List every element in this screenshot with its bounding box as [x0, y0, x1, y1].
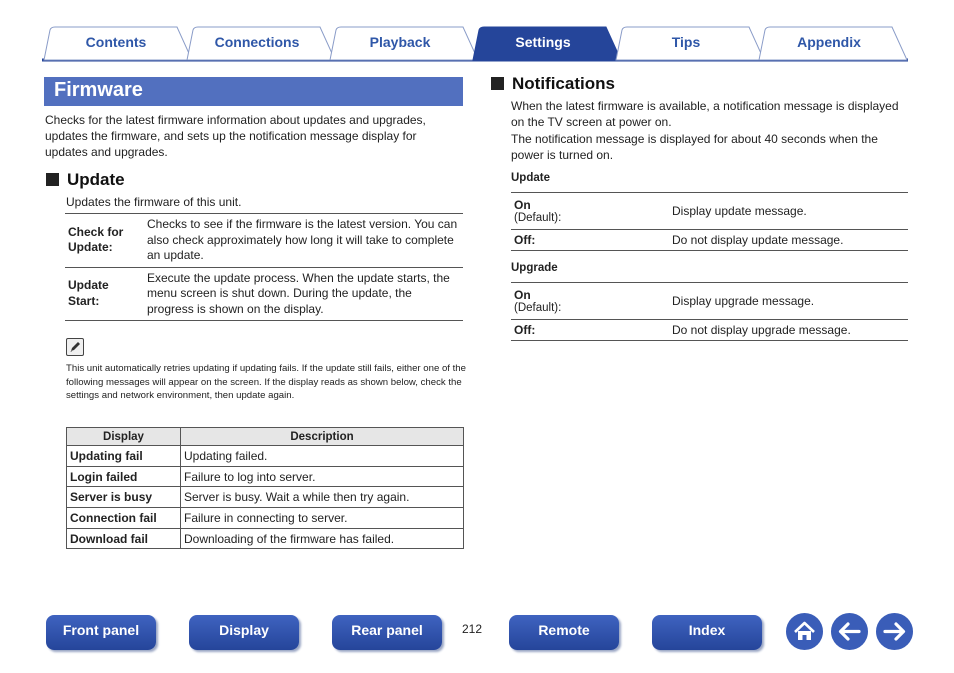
- option-on-label: On: [514, 198, 531, 212]
- option-value: Do not display upgrade message.: [669, 320, 908, 341]
- square-bullet-icon: [46, 173, 59, 186]
- page-title-bar: [44, 77, 463, 106]
- update-heading: Update: [46, 170, 125, 190]
- option-off-label: Off:: [511, 320, 669, 341]
- table-row: [67, 446, 464, 467]
- update-notification-table: [511, 192, 908, 251]
- home-icon[interactable]: [786, 613, 823, 650]
- option-key: [511, 193, 669, 230]
- table-row: [511, 320, 908, 341]
- tab-playback[interactable]: Playback: [369, 34, 431, 50]
- upgrade-notification-table: [511, 282, 908, 341]
- arrow-left-icon[interactable]: [831, 613, 868, 650]
- square-bullet-icon: [491, 77, 504, 90]
- option-value: Execute the update process. When the update starts, the menu screen is shut down. During the update, the progress is shown on the display.: [144, 267, 463, 321]
- top-tab-bar: [42, 26, 908, 62]
- tab-settings[interactable]: Settings: [515, 34, 571, 50]
- tab-connections[interactable]: Connections: [214, 34, 300, 50]
- option-off-label: Off:: [511, 230, 669, 251]
- table-row: [65, 267, 463, 321]
- intro-text: Checks for the latest firmware information about updates and upgrades, updates the firmware, and sets up the notification message display for updates and upgrades.: [45, 113, 426, 159]
- option-value: Display update message.: [669, 193, 908, 230]
- front-panel-button[interactable]: Front panel: [46, 615, 156, 650]
- table-row: [511, 283, 908, 320]
- upgrade-notification-label: Upgrade: [511, 262, 558, 274]
- page-title: Firmware: [54, 79, 143, 101]
- table-row: [511, 230, 908, 251]
- remote-button[interactable]: Remote: [509, 615, 619, 650]
- column-header-display: Display: [67, 428, 181, 446]
- option-value: Do not display update message.: [669, 230, 908, 251]
- error-display: Download fail: [67, 528, 181, 549]
- pencil-icon: [66, 338, 84, 356]
- notifications-para-1: When the latest firmware is available, a notification message is displayed on the TV screen at power on.: [511, 99, 899, 129]
- notifications-para-2: The notification message is displayed for about 40 seconds when the power is turned on.: [511, 132, 878, 162]
- table-row: [67, 508, 464, 529]
- error-display: Login failed: [67, 466, 181, 487]
- update-notification-label: Update: [511, 172, 550, 184]
- display-button[interactable]: Display: [189, 615, 299, 650]
- index-button[interactable]: Index: [652, 615, 762, 650]
- table-row: [511, 193, 908, 230]
- error-description: Failure to log into server.: [181, 466, 464, 487]
- error-messages-table: [66, 427, 464, 549]
- rear-panel-button[interactable]: Rear panel: [332, 615, 442, 650]
- option-value: Checks to see if the firmware is the latest version. You can also check approximately how long it will take to complete an update.: [144, 214, 463, 268]
- page-number: 212: [462, 622, 483, 636]
- table-row: [67, 528, 464, 549]
- error-description: Server is busy. Wait a while then try again.: [181, 487, 464, 508]
- column-header-description: Description: [181, 428, 464, 446]
- error-description: Updating failed.: [181, 446, 464, 467]
- error-description: Failure in connecting to server.: [181, 508, 464, 529]
- option-default-label: (Default):: [514, 302, 562, 314]
- error-display: Updating fail: [67, 446, 181, 467]
- arrow-right-icon[interactable]: [876, 613, 913, 650]
- table-row: [67, 487, 464, 508]
- error-description: Downloading of the firmware has failed.: [181, 528, 464, 549]
- option-key: Check for Update:: [65, 214, 144, 268]
- note-text: This unit automatically retries updating if updating fails. If the update still fails, either one of the following messages will appear on the screen. If the display reads as shown below, check the settings and network environment, then update again.: [66, 363, 466, 402]
- table-header-row: [67, 428, 464, 446]
- option-key: [511, 283, 669, 320]
- table-row: [65, 214, 463, 268]
- update-options-table: [65, 213, 463, 321]
- option-default-label: (Default):: [514, 212, 562, 224]
- table-row: [67, 466, 464, 487]
- error-display: Server is busy: [67, 487, 181, 508]
- tab-tips[interactable]: Tips: [671, 34, 701, 50]
- option-on-label: On: [514, 288, 531, 302]
- option-key: Update Start:: [65, 267, 144, 321]
- notifications-heading: Notifications: [491, 74, 615, 94]
- tab-contents[interactable]: Contents: [85, 34, 147, 50]
- tab-appendix[interactable]: Appendix: [797, 34, 861, 50]
- update-description: Updates the firmware of this unit.: [66, 195, 242, 209]
- option-value: Display upgrade message.: [669, 283, 908, 320]
- error-display: Connection fail: [67, 508, 181, 529]
